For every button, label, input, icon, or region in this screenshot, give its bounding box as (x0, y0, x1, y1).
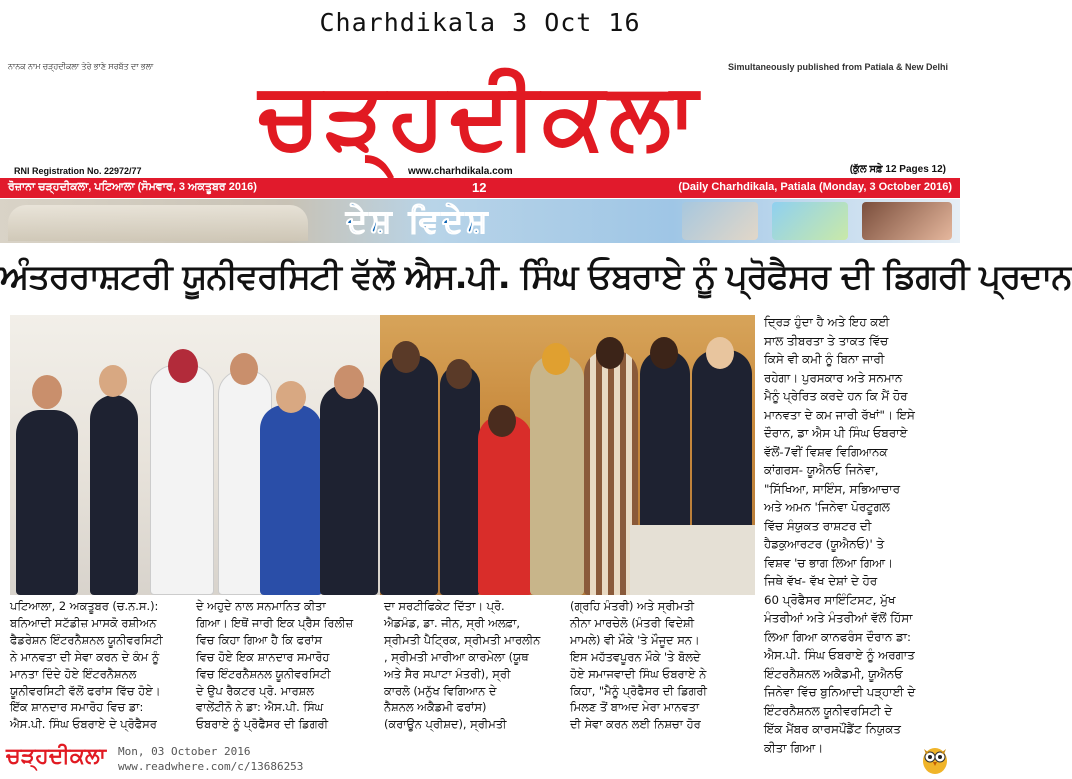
photo-award-group (10, 315, 380, 595)
article-column-5: ਦ੍ਰਿੜ ਹੁੰਦਾ ਹੈ ਅਤੇ ਇਹ ਕਈ ਸਾਲ ਤੀਬਰਤਾ ਤੇ ਤਾਕਤ ਵਿੱਚ ਕਿਸੇ ਵੀ ਕਮੀ ਨੂੰ ਬਿਨਾ ਜਾਰੀ ਰਹੇਗਾ। ਪੁਰਸਕਾਰ ਅਤੇ ਸਨਮਾਨ ਮੈਨੂੰ ਪ੍ਰੇਰਿਤ ਕਰਦੇ ਹਨ ਕਿ ਮੈਂ ਹੋਰ ਮਾਨਵਤਾ ਦੇ ਕਮ ਜਾਰੀ ਰੱਖਾਂ"। ਇਸੇ ਦੌਰਾਨ, ਡਾ ਐਸ ਪੀ ਸਿੰਘ ਓਬਰਾਏ ਵੱਲੋਂ-7ਵੀਂ ਵਿਸ਼ਵ ਵਿਗਿਆਨਕ ਕਾਂਗਰਸ- ਯੂਐਨਓ ਜਿਨੇਵਾ, "ਸਿੱਖਿਆ, ਸਾਇੰਸ, ਸਭਿਆਚਾਰ ਅਤੇ ਅਮਨ 'ਜਿਨੇਵਾ ਪੋਰਟੂਗਲ ਵਿੱਚ ਸੰਯੁਕਤ ਰਾਸ਼ਟਰ ਦੀ ਹੈਡਕੁਆਰਟਰ (ਯੂਐਨਓ)' ਤੇ ਵਿਸ਼ਵ 'ਚ ਭਾਗ ਲਿਆ ਗਿਆ। ਜਿਥੇ ਵੱਖ- ਵੱਖ ਦੇਸ਼ਾਂ ਦੇ ਹੋਰ 60 ਪ੍ਰੋਫੈਸਰ ਸਾਇੰਟਿਸਟ, ਮੁੱਖ ਮੰਤਰੀਆਂ ਅਤੇ ਮੰਤਰੀਆਂ ਵੱਲੋਂ ਹਿੱਸਾ ਲਿਆ ਗਿਆ ਕਾਨਫਰੰਸ ਦੌਰਾਨ ਡਾ: ਐਸ.ਪੀ. ਸਿੰਘ ਓਬਰਾਏ ਨੂੰ ਅਰਗਾਤ ਇੰਟਰਨੈਸ਼ਨਲ ਅਕੈਡਮੀ, ਯੂਐਨਓ ਜਿਨੇਵਾ ਵਿੱਚ ਬੁਨਿਆਦੀ ਪੜ੍ਹਾਈ ਦੇ ਇੰਟਰਨੈਸ਼ਨਲ ਯੂਨੀਵਰਸਿਟੀ ਦੇ ਇੱਕ ਮੈਂਬਰ ਕਾਰਸਪੌਂਡੈਂਟ ਨਿਯੁਕਤ ਕੀਤਾ ਗਿਆ। (764, 315, 916, 755)
masthead (0, 56, 960, 180)
article-column-3: ਦਾ ਸਰਟੀਫਿਕੇਟ ਦਿੱਤਾ। ਪ੍ਰੋ. ਐਡਮੰਡ, ਡਾ. ਜੀਨ, ਸ੍ਰੀ ਅਲਫ਼ਾ, ਸ੍ਰੀਮਤੀ ਪੈਟ੍ਰਿਕ, ਸ੍ਰੀਮਤੀ ਮਾਰਲੀਨ , ਸ੍ਰੀਮਤੀ ਮਾਰੀਆ ਕਾਰਮੇਲਾ (ਯੂਥ ਅਤੇ ਸੈਰ ਸਪਾਟਾ ਮੰਤਰੀ), ਸ੍ਰੀ ਕਾਰਲੋ (ਮਨੁੱਖ ਵਿਗਿਆਨ ਦੇ ਨੈਸ਼ਨਲ ਅਕੈਡਮੀ ਫਰਾਂਸ) (ਕਰਾਊਨ ਪ੍ਰੀਸ਼ਦ), ਸ੍ਰੀਮਤੀ (384, 599, 541, 732)
owl-icon (920, 743, 950, 775)
monument-image (8, 205, 308, 241)
website-link: www.charhdikala.com (408, 166, 513, 177)
newspaper-logo: ਚੜ੍ਹਦੀਕਲਾ (258, 62, 702, 169)
photo-conference-group (380, 315, 755, 595)
page-number: 12 (472, 180, 487, 195)
footer-logo: ਚੜ੍ਹਦੀਕਲਾ (6, 744, 107, 769)
article-column-2: ਦੇ ਅਹੁਦੇ ਨਾਲ ਸਨਮਾਨਿਤ ਕੀਤਾ ਗਿਆ। ਇਥੋਂ ਜਾਰੀ ਇਕ ਪ੍ਰੈਸ ਰਿਲੀਜ਼ ਵਿਚ ਕਿਹਾ ਗਿਆ ਹੈ ਕਿ ਫਰਾਂਸ ਵਿਚ ਹੋਏ ਇਕ ਸ਼ਾਨਦਾਰ ਸਮਾਰੋਹ ਵਿਚ ਇੰਟਰਨੈਸ਼ਨਲ ਯੂਨੀਵਰਸਿਟੀ ਦੇ ਉਪ ਰੈਕਟਰ ਪ੍ਰੋ. ਮਾਰਸ਼ਲ ਵਾਲੇਂਟੀਨੋ ਨੇ ਡਾ: ਐਸ.ਪੀ. ਸਿੰਘ ਓਬਰਾਏ ਨੂੰ ਪ੍ਰੋਫੈਸਰ ਦੀ ਡਿਗਰੀ (196, 599, 354, 732)
banner-photo-2 (772, 202, 848, 240)
conference-table (630, 525, 755, 595)
footer-date: Mon, 03 October 2016 (118, 745, 251, 758)
footer-url[interactable]: www.readwhere.com/c/13686253 (118, 760, 304, 773)
article-headline: ਅੰਤਰਰਾਸ਼ਟਰੀ ਯੂਨੀਵਰਸਿਟੀ ਵੱਲੋਂ ਐਸ.ਪੀ. ਸਿੰਘ ਓਬਰਾਏ ਨੂੰ ਪ੍ਰੋਫੈਸਰ ਦੀ ਡਿਗਰੀ ਪ੍ਰਦਾਨ (0, 257, 1072, 297)
masthead-publication-note: Simultaneously published from Patiala & New Delhi (727, 62, 948, 72)
clip-caption: Charhdikala 3 Oct 16 (319, 8, 641, 37)
dateline-english: (Daily Charhdikala, Patiala (Monday, 3 October 2016) (678, 181, 952, 193)
dateline-bar (0, 178, 960, 198)
clipping-footer (0, 742, 960, 779)
article-column-4: (ਗ੍ਰਹਿ ਮੰਤਰੀ) ਅਤੇ ਸ੍ਰੀਮਤੀ ਨੀਨਾ ਮਾਰਚੇਲੋ (ਮੰਤਰੀ ਵਿਦੇਸ਼ੀ ਮਾਮਲੇ) ਵੀ ਮੌਕੇ 'ਤੇ ਮੌਜੂਦ ਸਨ। ਇਸ ਮਹੱਤਵਪੂਰਨ ਮੌਕੇ 'ਤੇ ਬੋਲਦੇ ਹੋਏ ਸਮਾਜਵਾਦੀ ਸਿੰਘ ਓਬਰਾਏ ਨੇ ਕਿਹਾ, "ਮੈਨੂੰ ਪ੍ਰੋਫੈਸਰ ਦੀ ਡਿਗਰੀ ਮਿਲਣ ਤੋਂ ਬਾਅਦ ਮੇਰਾ ਮਾਨਵਤਾ ਦੀ ਸੇਵਾ ਕਰਨ ਲਈ ਨਿਸ਼ਚਾ ਹੋਰ (570, 599, 707, 732)
banner-photo-1 (682, 202, 758, 240)
dateline-punjabi: ਰੋਜ਼ਾਨਾ ਚੜ੍ਹਦੀਕਲਾ, ਪਟਿਆਲਾ (ਸੋਮਵਾਰ, 3 ਅਕਤੂਬਰ 2016) (8, 181, 257, 193)
section-title: ਦੇਸ਼ ਵਿਦੇਸ਼ (346, 202, 491, 240)
page-count: (ਕੁੱਲ ਸਫ਼ੇ 12 Pages 12) (849, 164, 946, 175)
article-column-1: ਪਟਿਆਲਾ, 2 ਅਕਤੂਬਰ (ਚ.ਨ.ਸ.): ਬਨਿਆਦੀ ਸਟੱਡੀਜ਼ ਮਾਸਕੋ ਰਸ਼ੀਅਨ ਫੈਡਰੇਸ਼ਨ ਇੰਟਰਨੈਸ਼ਨਲ ਯੂਨੀਵਰਸਿਟੀ ਨੇ ਮਾਨਵਤਾ ਦੀ ਸੇਵਾ ਕਰਨ ਦੇ ਕੰਮ ਨੂੰ ਮਾਨਤਾ ਦਿੰਦੇ ਹੋਏ ਇੰਟਰਨੈਸ਼ਨਲ ਯੂਨੀਵਰਸਿਟੀ ਵੱਲੋਂ ਫਰਾਂਸ ਵਿੱਚ ਹੋਏ। ਇੱਕ ਸ਼ਾਨਦਾਰ ਸਮਾਰੋਹ ਵਿਚ ਡਾ: ਐਸ.ਪੀ. ਸਿੰਘ ਓਬਰਾਏ ਦੇ ਪ੍ਰੋਫੈਸਰ (10, 599, 163, 732)
section-banner (0, 199, 960, 243)
masthead-tagline: ਨਾਨਕ ਨਾਮ ਚੜ੍ਹਦੀਕਲਾ ਤੇਰੇ ਭਾਣੇ ਸਰਬੱਤ ਦਾ ਭਲਾ (8, 62, 154, 71)
rni-registration: RNI Registration No. 22972/77 (14, 166, 142, 176)
banner-photo-3 (862, 202, 952, 240)
